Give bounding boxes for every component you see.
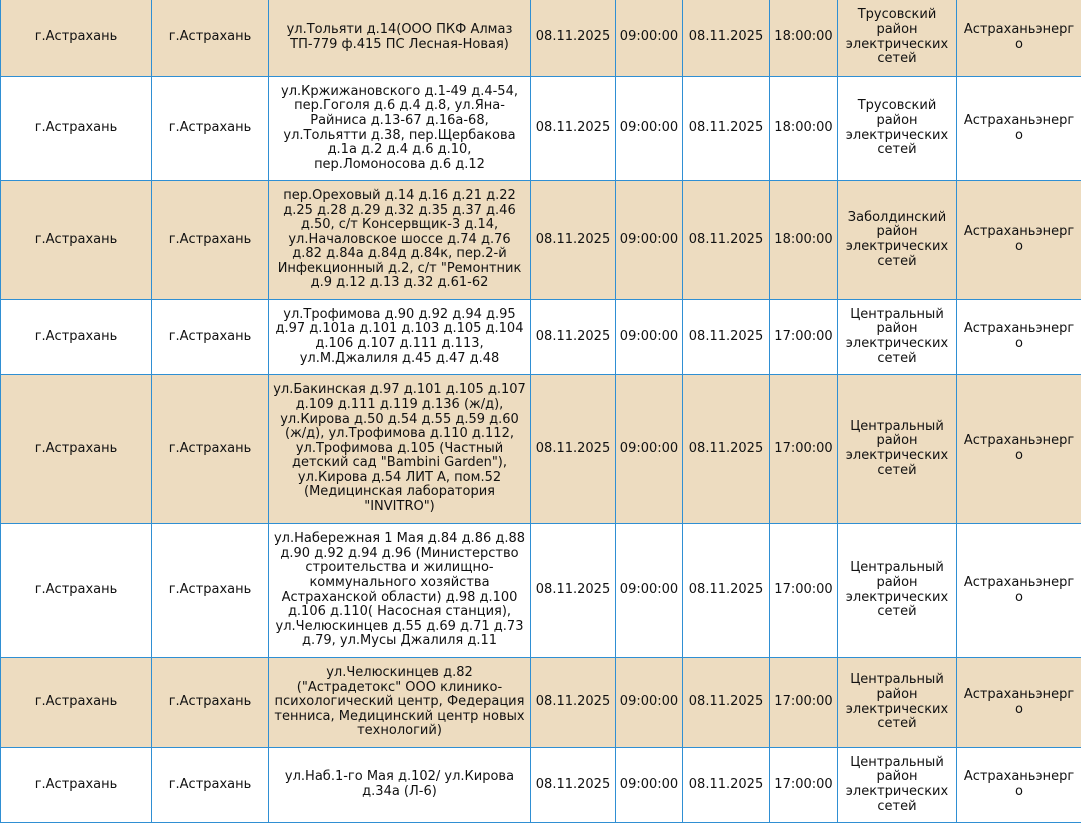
locality-cell: г.Астрахань <box>152 181 269 300</box>
region-cell: г.Астрахань <box>1 77 152 181</box>
locality-cell: г.Астрахань <box>152 375 269 524</box>
end-date-cell: 08.11.2025 <box>683 77 770 181</box>
table-row <box>1 748 1081 823</box>
table-row <box>1 181 1081 300</box>
end-time-cell: 17:00:00 <box>770 524 838 658</box>
end-time-cell: 17:00:00 <box>770 748 838 823</box>
address-cell: пер.Ореховый д.14 д.16 д.21 д.22 д.25 д.28 д.29 д.32 д.35 д.37 д.46 д.50, с/т Консервщик-3 д.14, ул.Началовское шоссе д.74 д.76 д.82 д.84а д.84д д.84к, пер.2-й Инфекционный д.2, с/т "Ремонтник д.9 д.12 д.13 д.32 д.61-62 <box>269 181 531 300</box>
end-date-cell: 08.11.2025 <box>683 300 770 375</box>
region-cell: г.Астрахань <box>1 375 152 524</box>
locality-cell: г.Астрахань <box>152 300 269 375</box>
locality-cell: г.Астрахань <box>152 524 269 658</box>
end-time-cell: 18:00:00 <box>770 181 838 300</box>
company-cell: Астраханьэнерго <box>957 375 1081 524</box>
start-time-cell: 09:00:00 <box>616 524 683 658</box>
company-cell: Астраханьэнерго <box>957 300 1081 375</box>
start-time-cell: 09:00:00 <box>616 748 683 823</box>
district-cell: Трусовский район электрических сетей <box>838 77 957 181</box>
end-date-cell: 08.11.2025 <box>683 658 770 748</box>
table-row <box>1 524 1081 658</box>
address-cell: ул.Тольяти д.14(ООО ПКФ Алмаз ТП-779 ф.415 ПС Лесная-Новая) <box>269 0 531 77</box>
end-time-cell: 17:00:00 <box>770 658 838 748</box>
address-cell: ул.Наб.1-го Мая д.102/ ул.Кирова д.34а (Л-6) <box>269 748 531 823</box>
table-row <box>1 658 1081 748</box>
company-cell: Астраханьэнерго <box>957 0 1081 77</box>
start-date-cell: 08.11.2025 <box>531 0 616 77</box>
end-time-cell: 17:00:00 <box>770 300 838 375</box>
locality-cell: г.Астрахань <box>152 748 269 823</box>
start-time-cell: 09:00:00 <box>616 300 683 375</box>
start-date-cell: 08.11.2025 <box>531 375 616 524</box>
region-cell: г.Астрахань <box>1 0 152 77</box>
district-cell: Центральный район электрических сетей <box>838 658 957 748</box>
start-time-cell: 09:00:00 <box>616 658 683 748</box>
start-time-cell: 09:00:00 <box>616 77 683 181</box>
start-date-cell: 08.11.2025 <box>531 181 616 300</box>
region-cell: г.Астрахань <box>1 181 152 300</box>
company-cell: Астраханьэнерго <box>957 658 1081 748</box>
company-cell: Астраханьэнерго <box>957 748 1081 823</box>
start-date-cell: 08.11.2025 <box>531 748 616 823</box>
address-cell: ул.Трофимова д.90 д.92 д.94 д.95 д.97 д.101а д.101 д.103 д.105 д.104 д.106 д.107 д.111 д.113, ул.М.Джалиля д.45 д.47 д.48 <box>269 300 531 375</box>
table-row <box>1 0 1081 77</box>
end-date-cell: 08.11.2025 <box>683 0 770 77</box>
end-time-cell: 18:00:00 <box>770 0 838 77</box>
start-time-cell: 09:00:00 <box>616 375 683 524</box>
region-cell: г.Астрахань <box>1 748 152 823</box>
company-cell: Астраханьэнерго <box>957 181 1081 300</box>
company-cell: Астраханьэнерго <box>957 77 1081 181</box>
district-cell: Центральный район электрических сетей <box>838 524 957 658</box>
table-row <box>1 375 1081 524</box>
locality-cell: г.Астрахань <box>152 658 269 748</box>
region-cell: г.Астрахань <box>1 524 152 658</box>
district-cell: Заболдинский район электрических сетей <box>838 181 957 300</box>
start-date-cell: 08.11.2025 <box>531 300 616 375</box>
table-row <box>1 300 1081 375</box>
address-cell: ул.Кржижановского д.1-49 д.4-54, пер.Гоголя д.6 д.4 д.8, ул.Яна-Райниса д.13-67 д.16а-68, ул.Тольятти д.38, пер.Щербакова д.1а д.2 д.4 д.6 д.10, пер.Ломоносова д.6 д.12 <box>269 77 531 181</box>
district-cell: Центральный район электрических сетей <box>838 748 957 823</box>
end-time-cell: 18:00:00 <box>770 77 838 181</box>
start-time-cell: 09:00:00 <box>616 181 683 300</box>
end-date-cell: 08.11.2025 <box>683 524 770 658</box>
start-date-cell: 08.11.2025 <box>531 524 616 658</box>
end-date-cell: 08.11.2025 <box>683 748 770 823</box>
address-cell: ул.Набережная 1 Мая д.84 д.86 д.88 д.90 д.92 д.94 д.96 (Министерство строительства и жилищно-коммунального хозяйства Астраханской области) д.98 д.100 д.106 д.110( Насосная станция), ул.Челюскинцев д.55 д.69 д.71 д.73 д.79, ул.Мусы Джалиля д.11 <box>269 524 531 658</box>
company-cell: Астраханьэнерго <box>957 524 1081 658</box>
start-date-cell: 08.11.2025 <box>531 77 616 181</box>
region-cell: г.Астрахань <box>1 300 152 375</box>
locality-cell: г.Астрахань <box>152 77 269 181</box>
end-date-cell: 08.11.2025 <box>683 181 770 300</box>
start-date-cell: 08.11.2025 <box>531 658 616 748</box>
locality-cell: г.Астрахань <box>152 0 269 77</box>
district-cell: Центральный район электрических сетей <box>838 375 957 524</box>
address-cell: ул.Челюскинцев д.82 ("Астрадетокс" ООО клинико-психологический центр, Федерация тенниса, Медицинский центр новых технологий) <box>269 658 531 748</box>
end-date-cell: 08.11.2025 <box>683 375 770 524</box>
table-row <box>1 77 1081 181</box>
region-cell: г.Астрахань <box>1 658 152 748</box>
address-cell: ул.Бакинская д.97 д.101 д.105 д.107 д.109 д.111 д.119 д.136 (ж/д), ул.Кирова д.50 д.54 д.55 д.59 д.60 (ж/д), ул.Трофимова д.110 д.112, ул.Трофимова д.105 (Частный детский сад "Bambini Garden"), ул.Кирова д.54 ЛИТ А, пом.52 (Медицинская лаборатория "INVITRO") <box>269 375 531 524</box>
end-time-cell: 17:00:00 <box>770 375 838 524</box>
start-time-cell: 09:00:00 <box>616 0 683 77</box>
district-cell: Трусовский район электрических сетей <box>838 0 957 77</box>
district-cell: Центральный район электрических сетей <box>838 300 957 375</box>
